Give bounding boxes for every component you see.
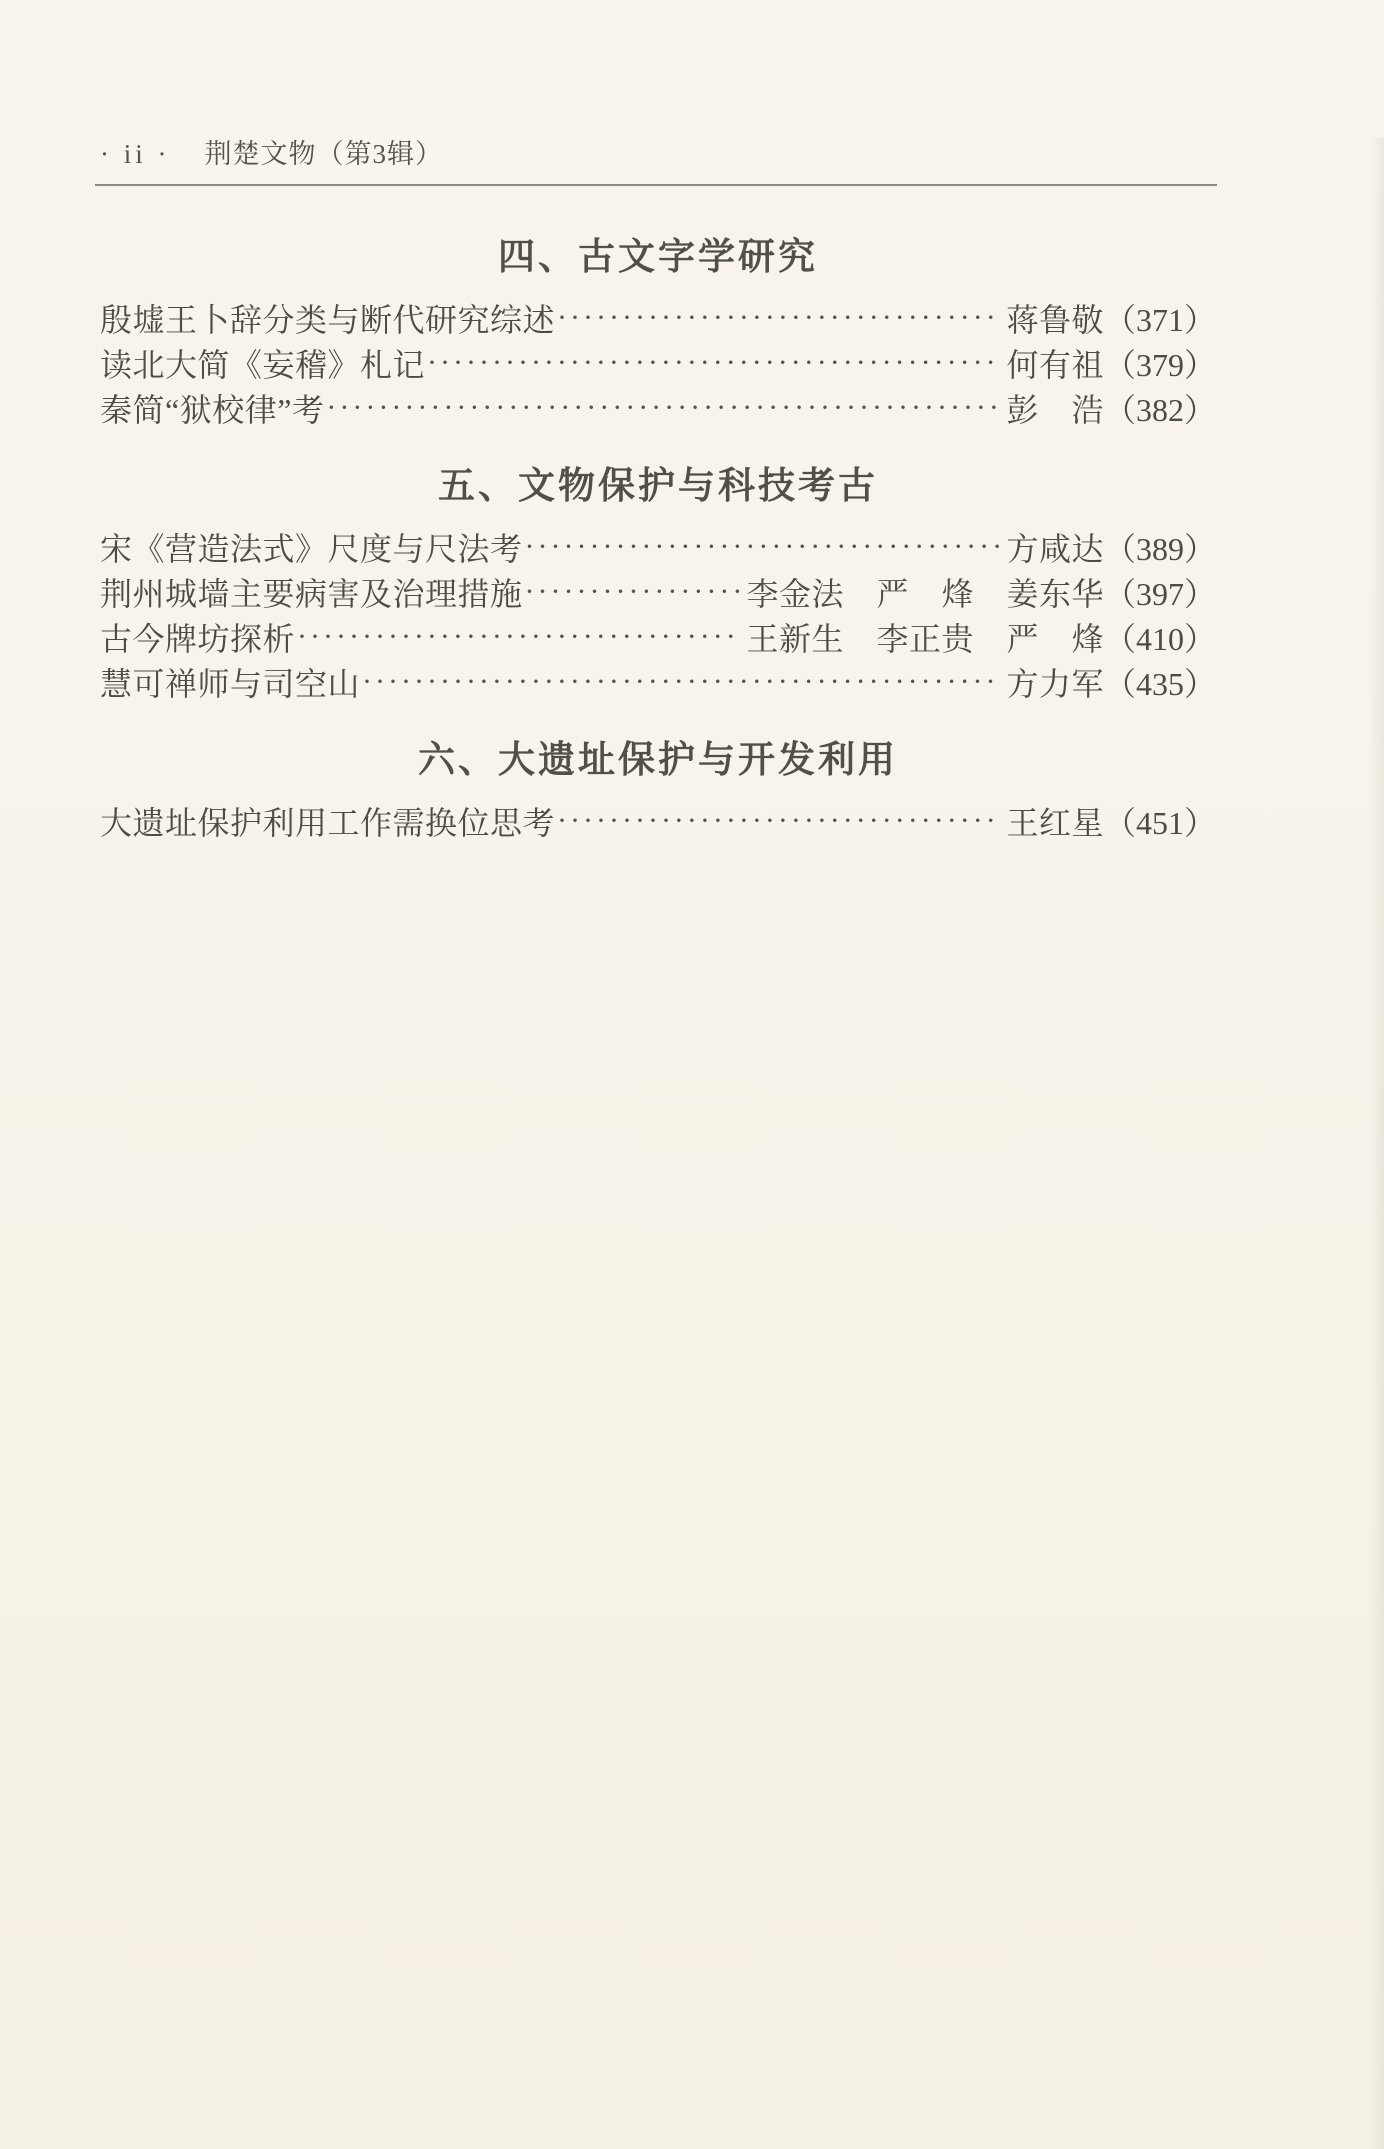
entry-title: 慧可禅师与司空山 [100,666,361,702]
dot-leader [557,801,1000,846]
entry-title: 荆州城墙主要病害及治理措施 [100,576,523,612]
folio-page-number: · ii · [100,139,171,169]
entry-authors: 王红星 [1006,805,1104,841]
entry-authors: 何有祖 [1006,347,1104,383]
entry-page-number: （379） [1103,347,1216,383]
dot-leader [557,298,1000,343]
header-rule [95,184,1217,186]
toc-entry [100,388,1216,433]
entry-authors: 彭 浩 [1006,392,1104,428]
toc-entry [100,572,1216,617]
entry-title: 殷墟王卜辞分类与断代研究综述 [100,302,556,338]
entry-authors: 方咸达 [1006,531,1104,567]
section-title-4: 四、古文字学研究 [498,236,818,277]
dot-leader [525,527,1001,572]
entry-page-number: （451） [1103,805,1216,841]
entry-authors: 方力军 [1006,666,1104,702]
toc-entry [100,617,1216,662]
running-header [100,138,1216,170]
entry-title: 读北大简《妄稽》札记 [100,347,426,383]
toc-entry [100,801,1216,846]
entry-authors: 蒋鲁敬 [1006,302,1104,338]
toc-page [0,138,1384,846]
entry-page-number: （382） [1103,392,1216,428]
entry-title: 秦简“狱校律”考 [100,392,325,428]
dot-leader [297,617,740,662]
entry-page-number: （397） [1103,576,1216,612]
toc-entry [100,662,1216,707]
toc-entry [100,343,1216,388]
entry-page-number: （410） [1103,621,1216,657]
dot-leader [525,572,741,617]
section-title-5: 五、文物保护与科技考古 [438,465,878,506]
section-title-6: 六、大遗址保护与开发利用 [418,739,898,780]
toc-entry [100,527,1216,572]
toc-entry [100,298,1216,343]
dot-leader [326,388,1000,433]
entry-page-number: （371） [1103,302,1216,338]
entry-page-number: （389） [1103,531,1216,567]
dot-leader [427,343,1000,388]
entry-title: 古今牌坊探析 [100,621,296,657]
entry-title: 宋《营造法式》尺度与尺法考 [100,531,523,567]
book-title: 荆楚文物（第3辑） [204,139,443,169]
entry-authors: 王新生 李正贵 严 烽 [746,621,1104,657]
dot-leader [362,662,1000,707]
entry-page-number: （435） [1103,666,1216,702]
entry-authors: 李金法 严 烽 姜东华 [746,576,1104,612]
entry-title: 大遗址保护利用工作需换位思考 [100,805,556,841]
